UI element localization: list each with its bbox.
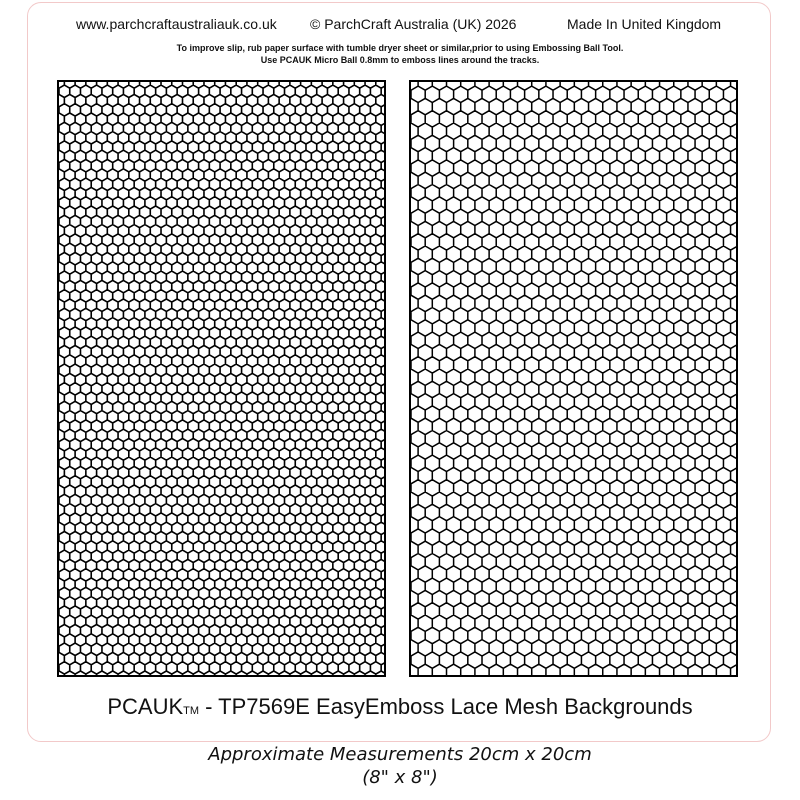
product-code-name: - TP7569E EasyEmboss Lace Mesh Backgrounds [199, 694, 693, 719]
website-url: www.parchcraftaustraliauk.co.uk [76, 16, 277, 32]
measurement-imperial: (8" x 8") [362, 767, 438, 788]
made-in-label: Made In United Kingdom [567, 16, 722, 32]
mesh-panel-small [57, 80, 386, 677]
instruction-line-1: To improve slip, rub paper surface with tumble dryer sheet or similar,prior to using Embossing Ball Tool. [176, 43, 624, 53]
small-hexagon-pattern [59, 82, 384, 675]
measurement-metric: Approximate Measurements 20cm x 20cm [208, 744, 592, 765]
product-title [0, 694, 800, 720]
hexagon-cells [411, 82, 736, 675]
trademark-mark: TM [183, 705, 200, 717]
instruction-line-2: Use PCAUK Micro Ball 0.8mm to emboss lines around the tracks. [260, 55, 540, 65]
mesh-panel-large [409, 80, 738, 677]
hexagon-cells [59, 82, 384, 675]
large-hexagon-pattern [411, 82, 736, 675]
copyright-notice: © ParchCraft Australia (UK) 2026 [310, 16, 517, 32]
brand-name: PCAUK [107, 694, 184, 719]
